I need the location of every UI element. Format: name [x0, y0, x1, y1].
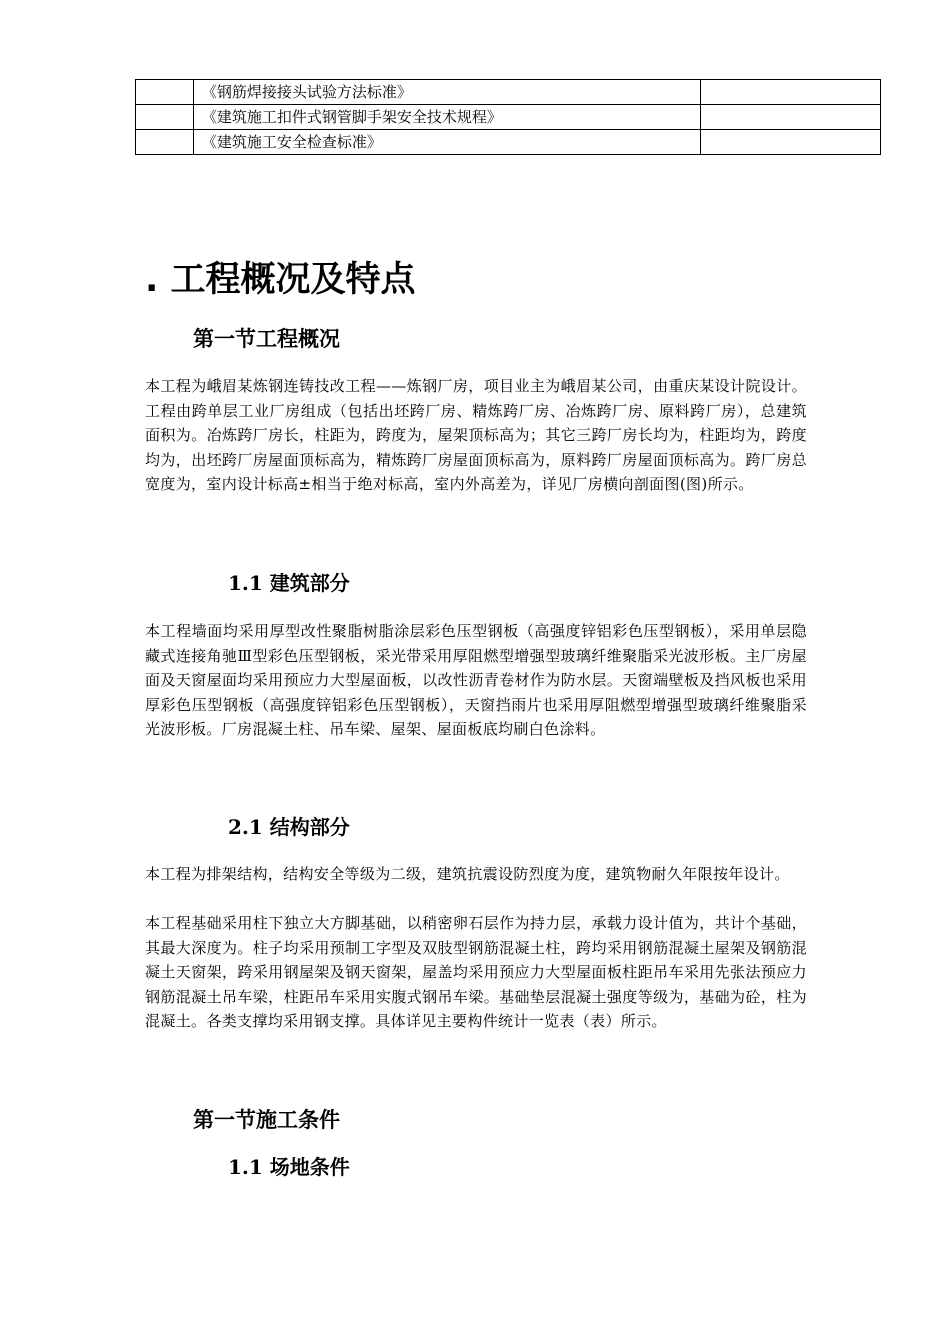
- overview-paragraph: 本工程为峨眉某炼钢连铸技改工程——炼钢厂房，项目业主为峨眉某公司，由重庆某设计院设计。工程由跨单层工业厂房组成（包括出坯跨厂房、精炼跨厂房、冶炼跨厂房、原料跨厂房），总建筑面积为。冶炼跨厂房长，柱距为，跨度为，屋架顶标高为；其它三跨厂房长均为，柱距均为，跨度均为，出坯跨厂房屋面顶标高为，精炼跨厂房屋面顶标高为，原料跨厂房屋面顶标高为。跨厂房总宽度为，室内设计标高±相当于绝对标高，室内外高差为，详见厂房横向剖面图(图)所示。: [145, 377, 807, 493]
- structure-paragraph-2: 本工程基础采用柱下独立大方脚基础，以稍密卵石层作为持力层，承载力设计值为，共计个基础，其最大深度为。柱子均采用预制工字型及双肢型钢筋混凝土柱，跨均采用钢筋混凝土屋架及钢筋混凝土天窗架，跨采用钢屋架及钢天窗架，屋盖均采用预应力大型屋面板柱距吊车采用先张法预应力钢筋混凝土吊车梁，柱距吊车采用实腹式钢吊车梁。基础垫层混凝土强度等级为，基础为砼，柱为混凝土。各类支撑均采用钢支撑。具体详见主要构件统计一览表（表）所示。: [145, 914, 807, 1030]
- structure-paragraph-1: 本工程为排架结构，结构安全等级为二级，建筑抗震设防烈度为度，建筑物耐久年限按年设计。: [145, 865, 790, 883]
- row-number-cell: [136, 80, 194, 105]
- standard-code-cell: [700, 80, 880, 105]
- row-number-cell: [136, 130, 194, 155]
- standard-name-cell: 《建筑施工安全检查标准》: [193, 130, 700, 155]
- subsection-title-site: 1.1 场地条件: [228, 1155, 350, 1179]
- section-title-overview: 第一节工程概况: [193, 326, 340, 351]
- standard-name-cell: 《建筑施工扣件式钢管脚手架安全技术规程》: [193, 105, 700, 130]
- standards-table: [135, 79, 881, 155]
- standard-name-cell: 《钢筋焊接接头试验方法标准》: [193, 80, 700, 105]
- architecture-paragraph: 本工程墙面均采用厚型改性聚脂树脂涂层彩色压型钢板（高强度锌铝彩色压型钢板），采用单层隐藏式连接角驰Ⅲ型彩色压型钢板，采光带采用厚阻燃型增强型玻璃纤维聚脂采光波形板。主厂房屋面及天窗屋面均采用预应力大型屋面板，以改性沥青卷材作为防水层。天窗端壁板及挡风板也采用厚彩色压型钢板（高强度锌铝彩色压型钢板），天窗挡雨片也采用厚阻燃型增强型玻璃纤维聚脂采光波形板。厂房混凝土柱、吊车梁、屋架、屋面板底均刷白色涂料。: [145, 622, 807, 738]
- subsection-title-structure: 2.1 结构部分: [228, 815, 350, 839]
- standard-code-cell: [700, 105, 880, 130]
- table-row: [136, 130, 881, 155]
- table-row: [136, 80, 881, 105]
- standard-code-cell: [700, 130, 880, 155]
- subsection-title-architecture: 1.1 建筑部分: [228, 571, 350, 595]
- section-title-conditions: 第一节施工条件: [193, 1107, 340, 1132]
- chapter-title: . 工程概况及特点: [145, 260, 416, 300]
- table-row: [136, 105, 881, 130]
- row-number-cell: [136, 105, 194, 130]
